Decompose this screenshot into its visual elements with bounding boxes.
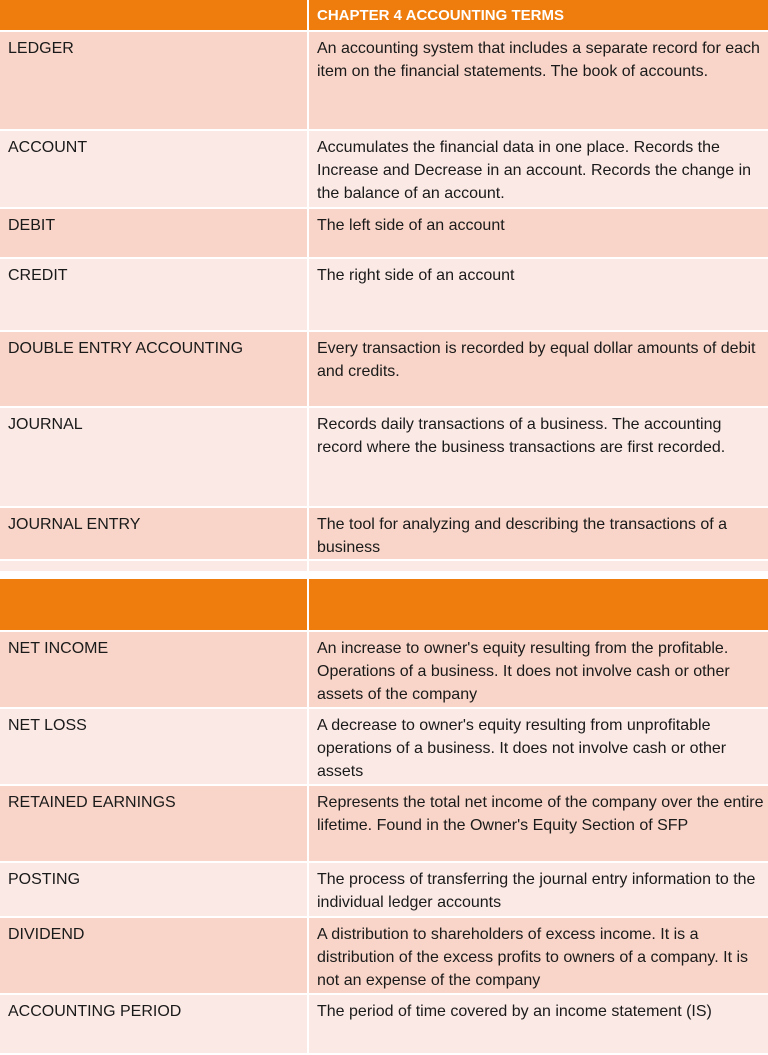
empty-cell (0, 561, 309, 571)
definition-cell: Every transaction is recorded by equal dollar amounts of debit and credits. (309, 332, 768, 406)
table-row (0, 508, 768, 561)
table-row (0, 32, 768, 131)
term-cell: JOURNAL ENTRY (0, 508, 309, 559)
table-row (0, 209, 768, 259)
term-cell: DIVIDEND (0, 918, 309, 993)
table-row (0, 259, 768, 332)
header-right-cell (309, 579, 768, 630)
table-row (0, 863, 768, 918)
table-header-row (0, 579, 768, 632)
table-header-row (0, 0, 768, 32)
table-row (0, 131, 768, 209)
table-row (0, 408, 768, 508)
empty-row (0, 561, 768, 573)
definition-cell: The left side of an account (309, 209, 768, 257)
table-row (0, 709, 768, 786)
definition-cell: Represents the total net income of the company over the entire lifetime. Found in the Owner's Equity Section of SFP (309, 786, 768, 861)
table-row (0, 995, 768, 1055)
term-cell: POSTING (0, 863, 309, 916)
empty-cell (309, 561, 768, 571)
term-cell: NET LOSS (0, 709, 309, 784)
term-cell: RETAINED EARNINGS (0, 786, 309, 861)
term-cell: ACCOUNT (0, 131, 309, 207)
definition-cell: Records daily transactions of a business. The accounting record where the business transactions are first recorded. (309, 408, 768, 506)
table-row (0, 918, 768, 995)
term-cell: NET INCOME (0, 632, 309, 707)
term-cell: DOUBLE ENTRY ACCOUNTING (0, 332, 309, 406)
table-row (0, 786, 768, 863)
definition-cell: A distribution to shareholders of excess income. It is a distribution of the excess profits to owners of a company. It is not an expense of the company (309, 918, 768, 993)
definition-cell: An accounting system that includes a separate record for each item on the financial statements. The book of accounts. (309, 32, 768, 129)
chapter-title: CHAPTER 4 ACCOUNTING TERMS (309, 0, 768, 30)
definition-cell: The period of time covered by an income statement (IS) (309, 995, 768, 1053)
definition-cell: The process of transferring the journal entry information to the individual ledger accounts (309, 863, 768, 916)
definition-cell: The tool for analyzing and describing the transactions of a business (309, 508, 768, 559)
definition-cell: An increase to owner's equity resulting from the profitable. Operations of a business. It does not involve cash or other assets of the company (309, 632, 768, 707)
term-cell: CREDIT (0, 259, 309, 330)
term-cell: DEBIT (0, 209, 309, 257)
term-cell: LEDGER (0, 32, 309, 129)
table-row (0, 332, 768, 408)
header-left-cell (0, 0, 309, 30)
header-left-cell (0, 579, 309, 630)
definition-cell: Accumulates the financial data in one place. Records the Increase and Decrease in an account. Records the change in the balance of an account. (309, 131, 768, 207)
term-cell: ACCOUNTING PERIOD (0, 995, 309, 1053)
definition-cell: A decrease to owner's equity resulting from unprofitable operations of a business. It does not involve cash or other assets (309, 709, 768, 784)
term-cell: JOURNAL (0, 408, 309, 506)
table-row (0, 632, 768, 709)
definition-cell: The right side of an account (309, 259, 768, 330)
